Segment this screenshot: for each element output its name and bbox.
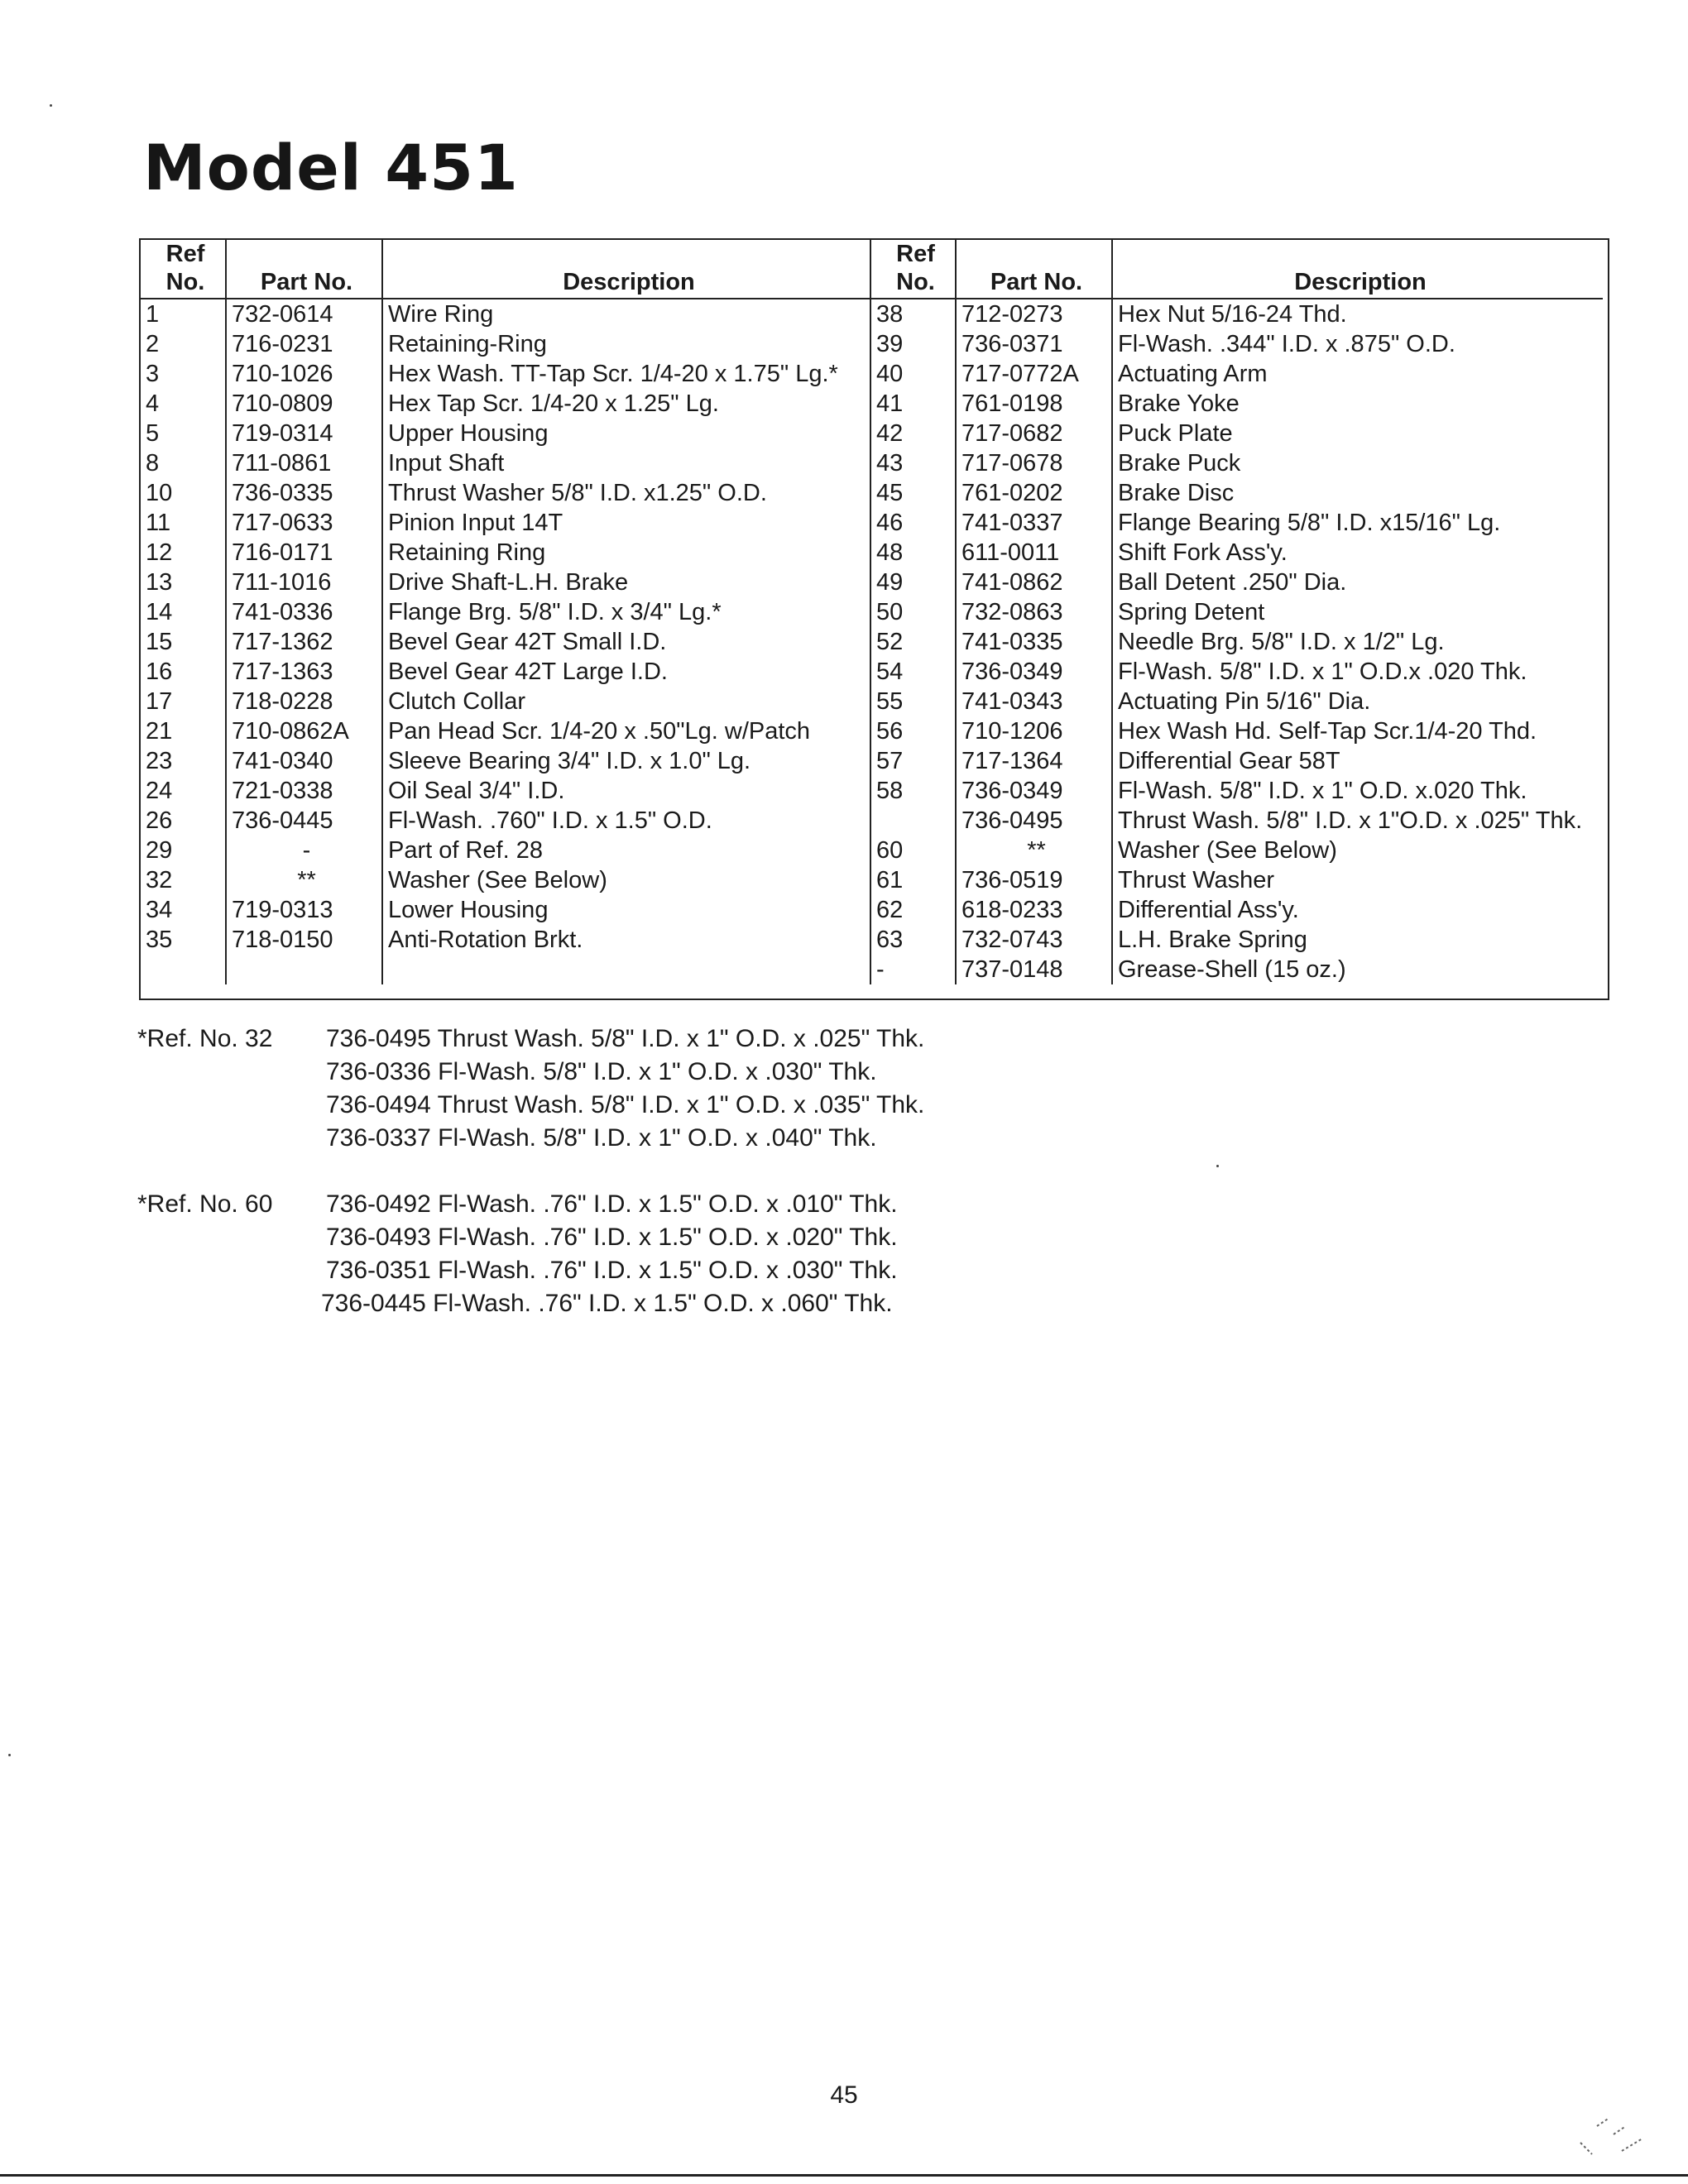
left-desc-cell: Bevel Gear 42T Small I.D. — [382, 627, 870, 657]
left-part-cell: 710-1026 — [226, 359, 382, 389]
left-ref-cell: 8 — [146, 450, 160, 477]
table-row — [141, 657, 1603, 687]
right-desc-cell: Brake Puck — [1112, 448, 1603, 478]
left-desc-cell: Clutch Collar — [382, 687, 870, 716]
left-part-cell: 741-0340 — [226, 746, 382, 776]
right-ref-cell: 50 — [870, 597, 956, 627]
table-row — [141, 746, 1603, 776]
note-line: 736-0495 Thrust Wash. 5/8" I.D. x 1" O.D. x .025" Thk. — [326, 1025, 925, 1052]
table-row — [141, 568, 1603, 597]
right-ref-cell: 61 — [870, 865, 956, 895]
page-title: Model 451 — [143, 131, 519, 204]
right-part-cell: 732-0743 — [956, 925, 1112, 955]
note-line: 736-0336 Fl-Wash. 5/8" I.D. x 1" O.D. x .030" Thk. — [326, 1058, 877, 1085]
left-part-cell: 736-0335 — [226, 478, 382, 508]
left-ref-cell: 4 — [146, 390, 160, 417]
right-desc-cell: Hex Nut 5/16-24 Thd. — [1112, 299, 1603, 329]
left-part-cell: 718-0228 — [226, 687, 382, 716]
right-ref-cell: 41 — [870, 389, 956, 419]
right-ref-cell: 54 — [870, 657, 956, 687]
right-part-cell: 732-0863 — [956, 597, 1112, 627]
note-label: *Ref. No. 32 — [137, 1025, 273, 1052]
right-part-cell: 611-0011 — [956, 538, 1112, 568]
right-desc-cell: Fl-Wash. 5/8" I.D. x 1" O.D. x.020 Thk. — [1112, 776, 1603, 806]
left-part-cell: 719-0314 — [226, 419, 382, 448]
right-ref-cell: 45 — [870, 478, 956, 508]
left-desc-cell: Pan Head Scr. 1/4-20 x .50"Lg. w/Patch — [382, 716, 870, 746]
right-part-cell: 741-0337 — [956, 508, 1112, 538]
left-ref-cell: 10 — [146, 480, 173, 506]
table-row — [141, 955, 1603, 984]
right-part-cell: 741-0343 — [956, 687, 1112, 716]
right-part-cell: 717-1364 — [956, 746, 1112, 776]
left-desc-cell: Washer (See Below) — [382, 865, 870, 895]
table-row — [141, 538, 1603, 568]
left-desc-cell: Drive Shaft-L.H. Brake — [382, 568, 870, 597]
left-part-cell: 732-0614 — [226, 299, 382, 329]
right-desc-cell: Differential Ass'y. — [1112, 895, 1603, 925]
right-desc-cell: Hex Wash Hd. Self-Tap Scr.1/4-20 Thd. — [1112, 716, 1603, 746]
note-line: 736-0494 Thrust Wash. 5/8" I.D. x 1" O.D. x .035" Thk. — [326, 1091, 925, 1118]
note-line: 736-0351 Fl-Wash. .76" I.D. x 1.5" O.D. x .030" Thk. — [326, 1257, 898, 1284]
left-ref-cell: 15 — [146, 629, 173, 655]
left-part-cell: 741-0336 — [226, 597, 382, 627]
table-row — [141, 448, 1603, 478]
left-ref-cell: 21 — [146, 718, 173, 745]
right-ref-cell: 62 — [870, 895, 956, 925]
left-desc-cell: Input Shaft — [382, 448, 870, 478]
right-ref-cell: 52 — [870, 627, 956, 657]
right-part-cell: 712-0273 — [956, 299, 1112, 329]
right-part-cell: 761-0198 — [956, 389, 1112, 419]
left-desc-cell: Upper Housing — [382, 419, 870, 448]
left-part-cell: 716-0231 — [226, 329, 382, 359]
right-desc-cell: Thrust Wash. 5/8" I.D. x 1"O.D. x .025" Thk. — [1112, 806, 1603, 836]
left-desc-cell: Thrust Washer 5/8" I.D. x1.25" O.D. — [382, 478, 870, 508]
page-number: 45 — [830, 2081, 858, 2109]
right-part-cell: 737-0148 — [956, 955, 1112, 984]
footnotes — [137, 1023, 924, 1353]
table-row — [141, 508, 1603, 538]
left-part-cell: 717-1363 — [226, 657, 382, 687]
table-header-row — [141, 240, 1603, 299]
right-desc-cell: Puck Plate — [1112, 419, 1603, 448]
left-ref-cell: 2 — [146, 331, 160, 357]
left-part-cell — [226, 955, 382, 984]
right-desc-cell: Actuating Pin 5/16" Dia. — [1112, 687, 1603, 716]
right-desc-cell: Washer (See Below) — [1112, 836, 1603, 865]
right-part-cell: 741-0335 — [956, 627, 1112, 657]
right-ref-cell: 56 — [870, 716, 956, 746]
table-row — [141, 389, 1603, 419]
left-part-cell: 711-1016 — [226, 568, 382, 597]
left-ref-cell: 16 — [146, 659, 173, 685]
left-desc-cell: Sleeve Bearing 3/4" I.D. x 1.0" Lg. — [382, 746, 870, 776]
left-part-cell: 711-0861 — [226, 448, 382, 478]
right-desc-cell: Shift Fork Ass'y. — [1112, 538, 1603, 568]
right-part-cell: 736-0495 — [956, 806, 1112, 836]
left-part-cell: - — [226, 836, 382, 865]
right-part-cell: 736-0349 — [956, 776, 1112, 806]
parts-table — [139, 238, 1609, 1000]
note-line: 736-0337 Fl-Wash. 5/8" I.D. x 1" O.D. x .040" Thk. — [326, 1124, 877, 1152]
note-line: 736-0445 Fl-Wash. .76" I.D. x 1.5" O.D. x .060" Thk. — [321, 1290, 893, 1317]
note-lines — [321, 1188, 924, 1320]
right-ref-cell: 42 — [870, 419, 956, 448]
left-part-cell: 717-0633 — [226, 508, 382, 538]
right-desc-cell: Differential Gear 58T — [1112, 746, 1603, 776]
table-row — [141, 925, 1603, 955]
note-lines — [326, 1023, 924, 1155]
left-desc-cell: Hex Tap Scr. 1/4-20 x 1.25" Lg. — [382, 389, 870, 419]
right-desc-cell: Actuating Arm — [1112, 359, 1603, 389]
right-part-cell: 741-0862 — [956, 568, 1112, 597]
right-desc-cell: Brake Yoke — [1112, 389, 1603, 419]
right-ref-cell: 38 — [870, 299, 956, 329]
left-part-cell: 718-0150 — [226, 925, 382, 955]
table-row — [141, 597, 1603, 627]
header-desc-right: Description — [1112, 240, 1603, 299]
right-part-cell: 618-0233 — [956, 895, 1112, 925]
right-ref-cell: 49 — [870, 568, 956, 597]
header-part-left: Part No. — [226, 240, 382, 299]
left-part-cell: ** — [226, 865, 382, 895]
note-label: *Ref. No. 60 — [137, 1190, 273, 1218]
left-ref-cell: 24 — [146, 778, 173, 804]
left-desc-cell: Hex Wash. TT-Tap Scr. 1/4-20 x 1.75" Lg.* — [382, 359, 870, 389]
right-desc-cell: Thrust Washer — [1112, 865, 1603, 895]
right-ref-cell: 57 — [870, 746, 956, 776]
table-row — [141, 865, 1603, 895]
right-part-cell: 761-0202 — [956, 478, 1112, 508]
left-desc-cell: Pinion Input 14T — [382, 508, 870, 538]
left-ref-cell: 34 — [146, 897, 173, 923]
table-row — [141, 687, 1603, 716]
right-desc-cell: Grease-Shell (15 oz.) — [1112, 955, 1603, 984]
left-ref-cell: 12 — [146, 539, 173, 566]
header-part-right: Part No. — [956, 240, 1112, 299]
left-ref-cell: 17 — [146, 688, 173, 715]
left-desc-cell: Bevel Gear 42T Large I.D. — [382, 657, 870, 687]
table-row — [141, 419, 1603, 448]
left-ref-cell: 14 — [146, 599, 173, 625]
table-row — [141, 359, 1603, 389]
right-ref-cell: 39 — [870, 329, 956, 359]
left-ref-cell: 13 — [146, 569, 173, 596]
left-part-cell: 721-0338 — [226, 776, 382, 806]
right-ref-cell: 63 — [870, 925, 956, 955]
right-desc-cell: L.H. Brake Spring — [1112, 925, 1603, 955]
bottom-rule — [0, 2174, 1688, 2177]
right-ref-cell — [870, 806, 956, 836]
table-row — [141, 836, 1603, 865]
left-desc-cell: Anti-Rotation Brkt. — [382, 925, 870, 955]
right-ref-cell: - — [870, 955, 956, 984]
left-ref-cell: 32 — [146, 867, 173, 893]
right-ref-cell: 55 — [870, 687, 956, 716]
scribble-mark — [1564, 2093, 1655, 2167]
table-body — [141, 299, 1603, 984]
left-desc-cell: Wire Ring — [382, 299, 870, 329]
table-row — [141, 776, 1603, 806]
right-desc-cell: Ball Detent .250" Dia. — [1112, 568, 1603, 597]
right-ref-cell: 43 — [870, 448, 956, 478]
table-row — [141, 806, 1603, 836]
right-part-cell: 736-0349 — [956, 657, 1112, 687]
left-desc-cell: Flange Brg. 5/8" I.D. x 3/4" Lg.* — [382, 597, 870, 627]
right-ref-cell: 60 — [870, 836, 956, 865]
left-ref-cell: 11 — [146, 510, 171, 536]
scan-speck — [50, 104, 52, 107]
left-ref-cell: 3 — [146, 361, 160, 387]
left-desc-cell: Retaining Ring — [382, 538, 870, 568]
left-ref-cell: 1 — [146, 301, 160, 328]
left-part-cell: 716-0171 — [226, 538, 382, 568]
right-part-cell: 736-0519 — [956, 865, 1112, 895]
left-part-cell: 717-1362 — [226, 627, 382, 657]
right-desc-cell: Fl-Wash. 5/8" I.D. x 1" O.D.x .020 Thk. — [1112, 657, 1603, 687]
parts-list-table — [141, 240, 1603, 984]
note-line: 736-0493 Fl-Wash. .76" I.D. x 1.5" O.D. x .020" Thk. — [326, 1224, 898, 1251]
left-desc-cell: Lower Housing — [382, 895, 870, 925]
header-desc-left: Description — [382, 240, 870, 299]
left-desc-cell: Oil Seal 3/4" I.D. — [382, 776, 870, 806]
right-ref-cell: 48 — [870, 538, 956, 568]
left-ref-cell: 29 — [146, 837, 173, 864]
header-ref-right: Ref No. — [870, 240, 956, 299]
right-desc-cell: Fl-Wash. .344" I.D. x .875" O.D. — [1112, 329, 1603, 359]
left-ref-cell: 26 — [146, 807, 173, 834]
note-ref-60 — [137, 1188, 924, 1320]
right-ref-cell: 46 — [870, 508, 956, 538]
left-ref-cell: 35 — [146, 927, 173, 953]
header-ref-left: Ref No. — [141, 240, 226, 299]
right-desc-cell: Brake Disc — [1112, 478, 1603, 508]
left-desc-cell: Retaining-Ring — [382, 329, 870, 359]
left-ref-cell: 5 — [146, 420, 160, 447]
left-part-cell: 710-0862A — [226, 716, 382, 746]
right-desc-cell: Flange Bearing 5/8" I.D. x15/16" Lg. — [1112, 508, 1603, 538]
left-part-cell: 710-0809 — [226, 389, 382, 419]
note-ref-32 — [137, 1023, 924, 1155]
left-ref-cell — [141, 955, 226, 984]
table-row — [141, 895, 1603, 925]
table-row — [141, 627, 1603, 657]
right-part-cell: 717-0772A — [956, 359, 1112, 389]
table-row — [141, 299, 1603, 329]
right-desc-cell: Needle Brg. 5/8" I.D. x 1/2" Lg. — [1112, 627, 1603, 657]
right-part-cell: 717-0682 — [956, 419, 1112, 448]
right-part-cell: 710-1206 — [956, 716, 1112, 746]
left-ref-cell: 23 — [146, 748, 173, 774]
right-desc-cell: Spring Detent — [1112, 597, 1603, 627]
left-part-cell: 736-0445 — [226, 806, 382, 836]
left-part-cell: 719-0313 — [226, 895, 382, 925]
right-part-cell: 736-0371 — [956, 329, 1112, 359]
left-desc-cell — [382, 955, 870, 984]
note-line: 736-0492 Fl-Wash. .76" I.D. x 1.5" O.D. x .010" Thk. — [326, 1190, 898, 1218]
right-part-cell: 717-0678 — [956, 448, 1112, 478]
right-ref-cell: 58 — [870, 776, 956, 806]
table-row — [141, 478, 1603, 508]
right-ref-cell: 40 — [870, 359, 956, 389]
scan-speck — [8, 1754, 11, 1756]
left-desc-cell: Part of Ref. 28 — [382, 836, 870, 865]
table-row — [141, 716, 1603, 746]
table-row — [141, 329, 1603, 359]
right-part-cell: ** — [956, 836, 1112, 865]
left-desc-cell: Fl-Wash. .760" I.D. x 1.5" O.D. — [382, 806, 870, 836]
scan-speck — [1216, 1165, 1219, 1167]
